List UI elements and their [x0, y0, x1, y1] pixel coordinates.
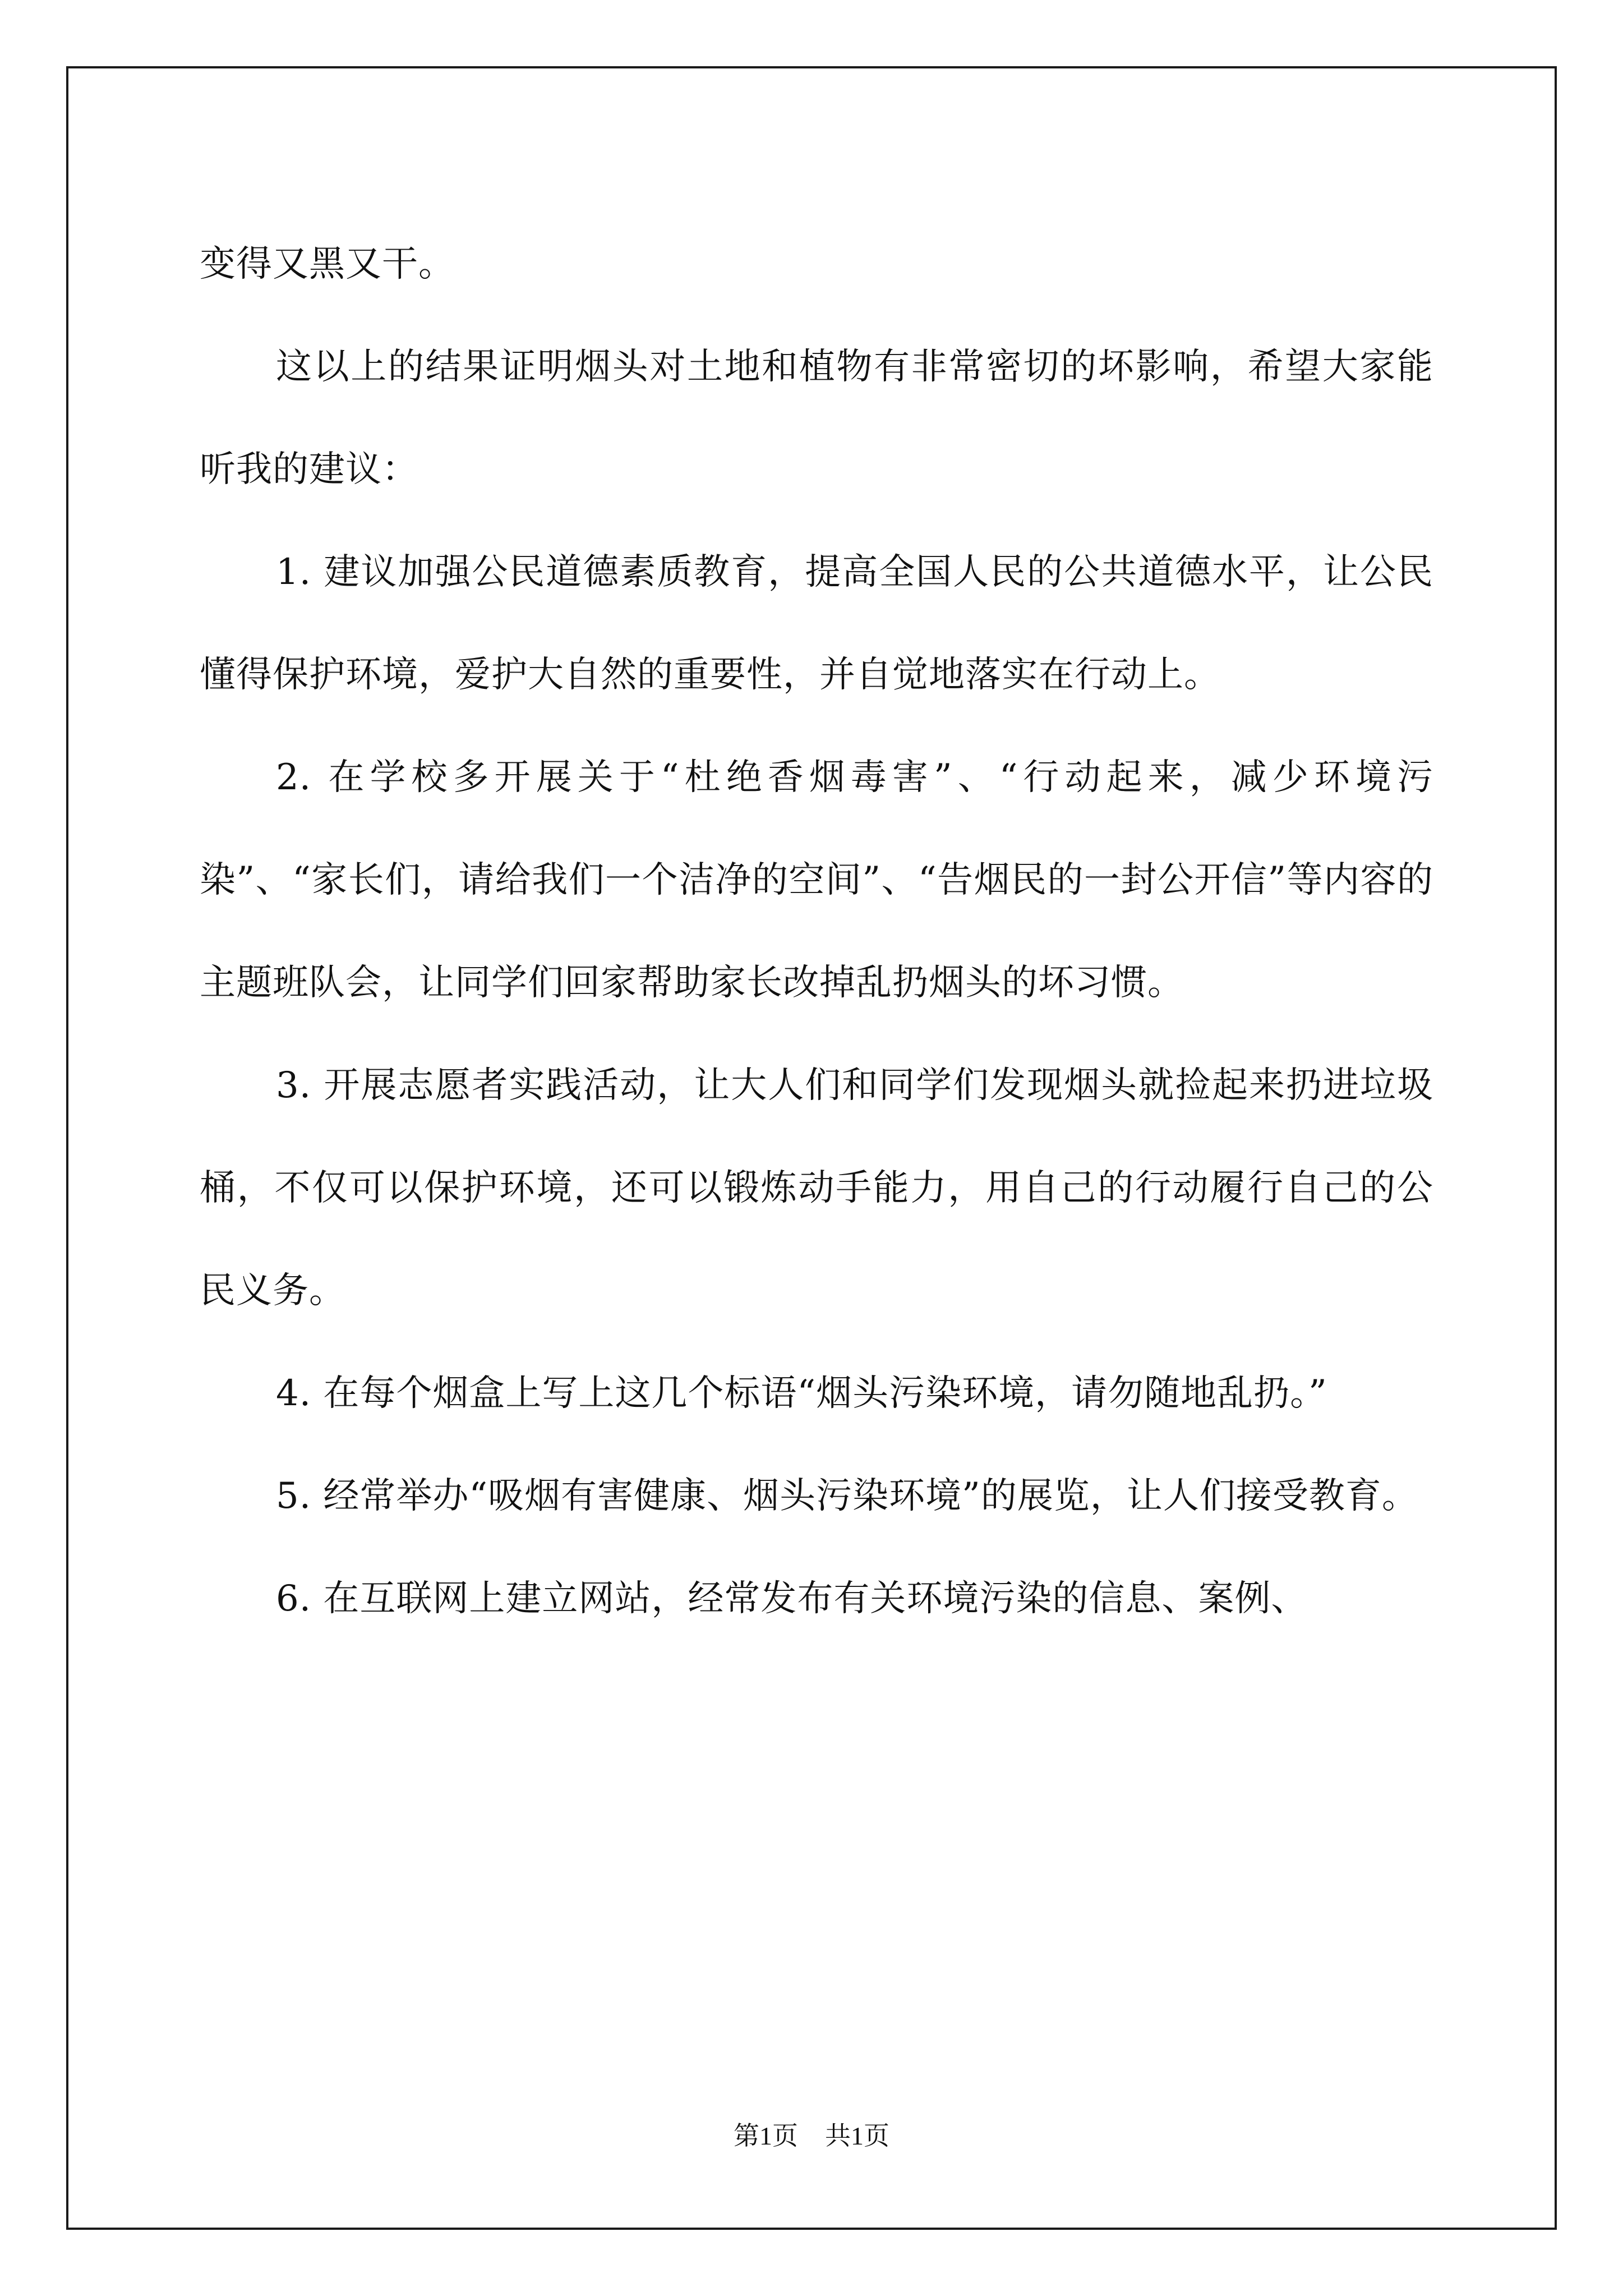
page-total: 共1页 [825, 2122, 889, 2150]
suggestion-item: 6. 在互联网上建立网站，经常发布有关环境污染的信息、案例、 [276, 1578, 1308, 1619]
suggestion-item: 2. 在学校多开展关于“杜绝香烟毒害”、“行动起来，减少环境污染”、“家长们，请给我们一个洁净的空间”、“告烟民的一封公开信”等内容的主题班队会，让同学们回家帮助家长改掉乱扔烟头的坏习惯。 [200, 757, 1433, 1004]
suggestion-item: 3. 开展志愿者实践活动，让大人们和同学们发现烟头就捡起来扔进垃圾桶，不仅可以保护环境，还可以锻炼动手能力，用自己的行动履行自己的公民义务。 [200, 1065, 1433, 1312]
document-body [200, 213, 1433, 1650]
page-footer [0, 2119, 1623, 2153]
suggestion-item: 4. 在每个烟盒上写上这几个标语“烟头污染环境，请勿随地乱扔。” [276, 1373, 1327, 1414]
suggestion-item: 1. 建议加强公民道德素质教育，提高全国人民的公共道德水平，让公民懂得保护环境，爱护大自然的重要性，并自觉地落实在行动上。 [200, 551, 1433, 696]
paragraph: 这以上的结果证明烟头对土地和植物有非常密切的坏影响，希望大家能听我的建议： [200, 346, 1433, 490]
paragraph: 变得又黑又干。 [200, 243, 455, 285]
suggestion-item: 5. 经常举办“吸烟有害健康、烟头污染环境”的展览，让人们接受教育。 [276, 1475, 1418, 1517]
page-number: 第1页 [734, 2122, 798, 2150]
